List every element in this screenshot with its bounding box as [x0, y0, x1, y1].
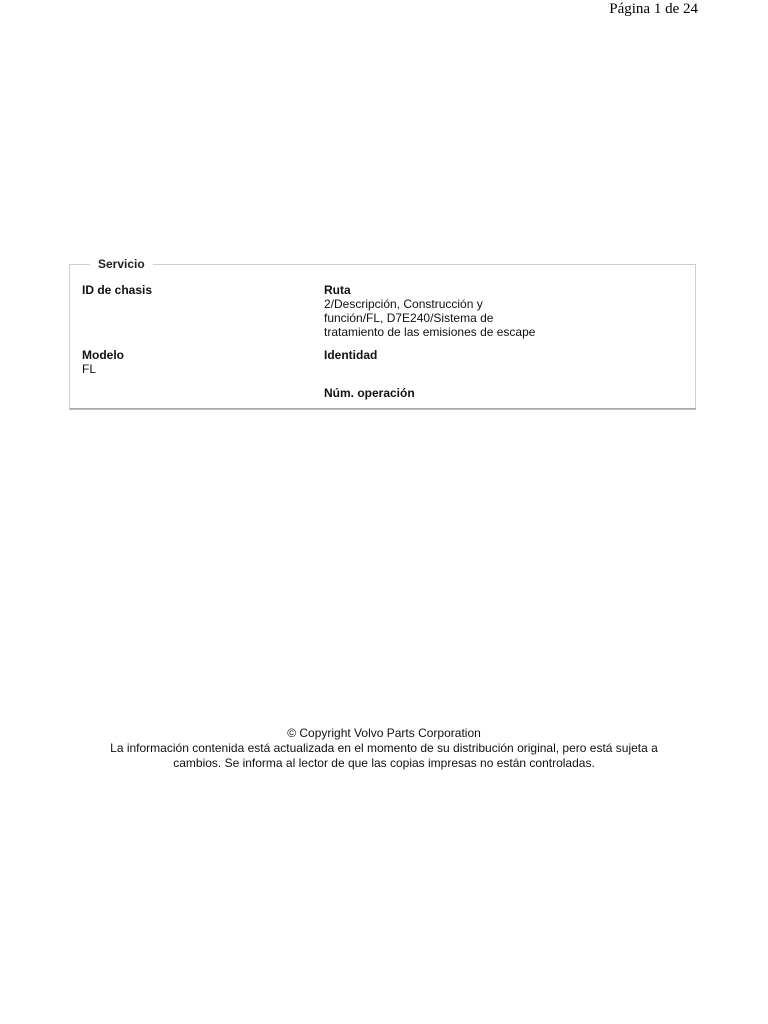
operation-number-label: Núm. operación: [324, 386, 415, 400]
service-panel: [69, 257, 696, 409]
notice-line-2: cambios. Se informa al lector de que las copias impresas no están controladas.: [173, 756, 595, 770]
operation-number-field: [324, 386, 415, 400]
model-value: FL: [82, 362, 97, 376]
copyright-footer: [70, 726, 698, 771]
model-field: [82, 348, 124, 376]
chassis-id-field: [82, 283, 152, 297]
notice-line-1: La información contenida está actualizada en el momento de su distribución original, pero está sujeta a: [110, 741, 658, 755]
model-label: Modelo: [82, 348, 124, 362]
route-label: Ruta: [324, 283, 351, 297]
route-field: [324, 283, 574, 339]
identity-field: [324, 348, 377, 362]
copyright-text: © Copyright Volvo Parts Corporation: [287, 726, 481, 740]
service-legend: Servicio: [90, 257, 153, 271]
route-value: 2/Descripción, Construcción y función/FL, D7E240/Sistema de tratamiento de las emisiones de escape: [324, 297, 536, 339]
page-number: Página 1 de 24: [609, 1, 698, 17]
chassis-id-label: ID de chasis: [82, 283, 153, 297]
identity-label: Identidad: [324, 348, 378, 362]
